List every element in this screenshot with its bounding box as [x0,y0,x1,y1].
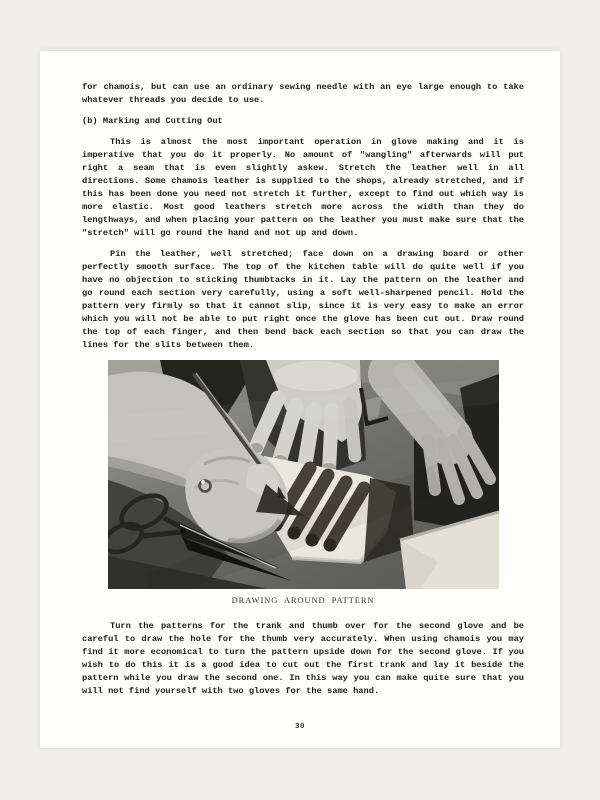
paragraph: This is almost the most important operation in glove making and it is imperative that you do it properly. No amount of "wangling" afterwards will put right a seam that is even slightly askew. Stretch the leather well in all directions. Some chamois leather is supplied to the shops, already stretched, and if this has been done you need not stretch it further, except to find out which way is more elastic. Most good leathers stretch more across the width than they do lengthways, and when placing your pattern on the leather you must make sure that the "stretch" will go round the hand and not up and down. [82,137,524,238]
figure-caption: DRAWING AROUND PATTERN [231,595,375,605]
page-number: 30 [294,723,305,731]
paragraph: Pin the leather, well stretched; face down on a drawing board or other perfectly smooth surface. The top of the kitchen table will do quite well if you have no objection to sticking thumbtacks in it. Lay the pattern on the leather and go round each section very carefully, using a soft well-sharpened pencil. Hold the pattern very firmly so that it cannot slip, since it is very easy to make an error which you will not be able to put right once the glove has been cut out. Draw round the top of each finger, and then bend back each section so that you can draw the lines for the slits between them. [82,249,524,350]
paragraph-continuation: for chamois, but can use an ordinary sewing needle with an eye large enough to take whatever threads you decide to use. [82,82,524,105]
book-page [40,51,560,748]
figure-drawing-around-pattern [108,360,499,607]
section-heading: (b) Marking and Cutting Out [82,116,223,126]
glove-tracing-photo [108,360,499,589]
page-body-text [40,51,560,706]
paragraph: Turn the patterns for the trank and thumb over for the second glove and be careful to draw the hole for the thumb very accurately. When using chamois you may find it more economical to turn the pattern upside down for the second glove. If you wish to do this it is a good idea to cut out the first trank and lay it beside the pattern while you draw the second one. In this way you can make quite sure that you will not find yourself with two gloves for the same hand. [82,621,524,696]
